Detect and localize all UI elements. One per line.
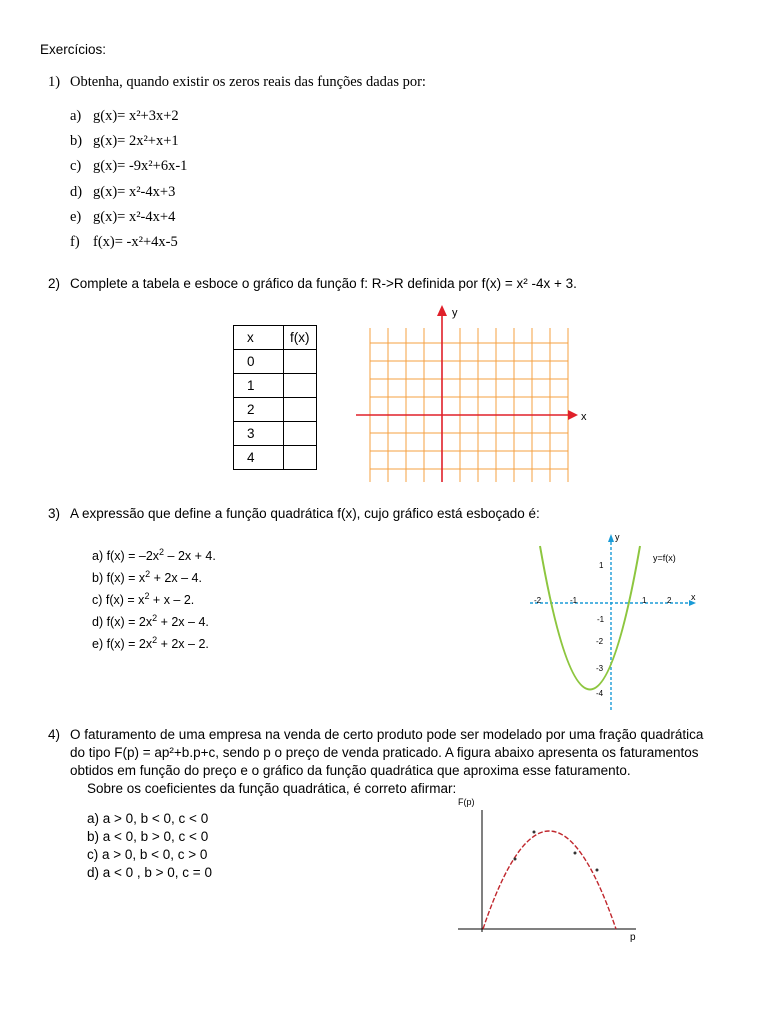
option-text: – 2x + 4. (164, 549, 216, 563)
q4-option-d[interactable]: d) a < 0 , b > 0, c = 0 (87, 865, 212, 880)
page-heading: Exercícios: (40, 42, 107, 57)
q1-item-text: f(x)= -x²+4x-5 (93, 234, 178, 250)
table-cell-x: 0 (234, 350, 284, 374)
option-exponent: 2 (159, 546, 165, 557)
x-tick-label: -2 (534, 596, 542, 605)
q4-option-c[interactable]: c) a > 0, b < 0, c > 0 (87, 847, 208, 862)
option-exponent: 2 (144, 590, 150, 601)
x-axis-arrow (568, 410, 578, 420)
option-text: e) f(x) = 2x (92, 637, 153, 651)
data-point (596, 869, 599, 872)
q1-item-text: g(x)= 2x²+x+1 (93, 133, 179, 149)
revenue-graph (450, 790, 650, 945)
grid-lines (370, 328, 568, 485)
curve-label: y=f(x) (653, 553, 676, 563)
q2-number: 2) (48, 276, 61, 291)
q3-option-c[interactable] (92, 590, 195, 607)
y-tick-label: -3 (596, 664, 604, 673)
q3-option-d[interactable] (92, 612, 209, 629)
y-axis-arrow (437, 305, 447, 316)
q1-item-text: g(x)= -9x²+6x-1 (93, 158, 188, 174)
q3-text: A expressão que define a função quadrática f(x), cujo gráfico está esboçado é: (70, 506, 540, 521)
y-tick-label: -4 (596, 689, 604, 698)
data-point (514, 858, 517, 861)
q1-item-letter: c) (70, 158, 82, 174)
x-tick-label: -1 (570, 596, 578, 605)
option-text: d) f(x) = 2x (92, 615, 153, 629)
option-text: c) f(x) = x (92, 593, 145, 607)
q1-item-letter: f) (70, 234, 80, 250)
table-header-row (234, 326, 317, 350)
parabola-curve (540, 546, 640, 690)
data-point (574, 852, 577, 855)
table-row (234, 350, 317, 374)
table-row (234, 446, 317, 470)
q1-text: Obtenha, quando existir os zeros reais das funções dadas por: (70, 74, 426, 90)
y-tick-label: -1 (597, 615, 605, 624)
q3-option-a[interactable] (92, 546, 216, 563)
option-text: b) f(x) = x (92, 571, 146, 585)
option-exponent: 2 (152, 634, 158, 645)
table-cell-x: 2 (234, 398, 284, 422)
q2-text: Complete a tabela e esboce o gráfico da função f: R->R definida por f(x) = x² -4x + 3. (70, 276, 577, 291)
table-cell-fx[interactable] (284, 350, 317, 374)
q1-number: 1) (48, 74, 61, 90)
q3-option-e[interactable] (92, 634, 209, 651)
q4-text-line: obtidos em função do preço e o gráfico da função quadrática que aproxima esse faturamento. (70, 763, 631, 778)
table-header-x: x (234, 326, 284, 350)
q1-item-letter: d) (70, 184, 83, 200)
x-axis-label: x (581, 411, 587, 423)
table-header-fx: f(x) (284, 326, 317, 350)
x-tick-label: 2 (667, 596, 672, 605)
q4-text-line: O faturamento de uma empresa na venda de certo produto pode ser modelado por uma fração quadrática (70, 727, 704, 742)
table-cell-x: 1 (234, 374, 284, 398)
table-cell-fx[interactable] (284, 398, 317, 422)
q1-item-text: g(x)= x²-4x+3 (93, 184, 176, 200)
value-table (233, 325, 317, 470)
option-exponent: 2 (152, 612, 158, 623)
q1-item-letter: e) (70, 209, 82, 225)
q1-item-letter: a) (70, 108, 82, 124)
data-point (533, 831, 536, 834)
table-cell-x: 4 (234, 446, 284, 470)
q4-number: 4) (48, 727, 61, 742)
y-tick-label: 1 (599, 561, 604, 570)
table-cell-fx[interactable] (284, 422, 317, 446)
option-text: + x – 2. (149, 593, 195, 607)
table-cell-x: 3 (234, 422, 284, 446)
table-row (234, 374, 317, 398)
q4-option-a[interactable]: a) a > 0, b < 0, c < 0 (87, 811, 209, 826)
x-tick-label: 1 (642, 596, 647, 605)
blank-grid[interactable] (350, 300, 600, 485)
table-cell-fx[interactable] (284, 374, 317, 398)
q1-item-letter: b) (70, 133, 83, 149)
table-cell-fx[interactable] (284, 446, 317, 470)
option-exponent: 2 (145, 568, 151, 579)
q4-text-line: Sobre os coeficientes da função quadrática, é correto afirmar: (87, 781, 457, 796)
q3-option-b[interactable] (92, 568, 202, 585)
fitted-curve (483, 831, 616, 929)
x-axis-label: x (691, 592, 696, 602)
q3-number: 3) (48, 506, 61, 521)
parabola-graph (520, 528, 710, 713)
table-row (234, 422, 317, 446)
q1-item-text: g(x)= x²-4x+4 (93, 209, 176, 225)
x-axis-label: p (630, 932, 636, 943)
y-axis-label: F(p) (458, 797, 475, 807)
q1-item-text: g(x)= x²+3x+2 (93, 108, 179, 124)
y-axis-arrow (608, 534, 614, 542)
table-row (234, 398, 317, 422)
q4-text-line: do tipo F(p) = ap²+b.p+c, sendo p o preço de venda praticado. A figura abaixo apresenta os faturamentos (70, 745, 699, 760)
option-text: a) f(x) = –2x (92, 549, 160, 563)
option-text: + 2x – 2. (157, 637, 209, 651)
option-text: + 2x – 4. (157, 615, 209, 629)
y-tick-label: -2 (596, 637, 604, 646)
y-axis-label: y (615, 532, 620, 542)
option-text: + 2x – 4. (150, 571, 202, 585)
y-axis-label: y (452, 307, 458, 319)
q4-option-b[interactable]: b) a < 0, b > 0, c < 0 (87, 829, 209, 844)
